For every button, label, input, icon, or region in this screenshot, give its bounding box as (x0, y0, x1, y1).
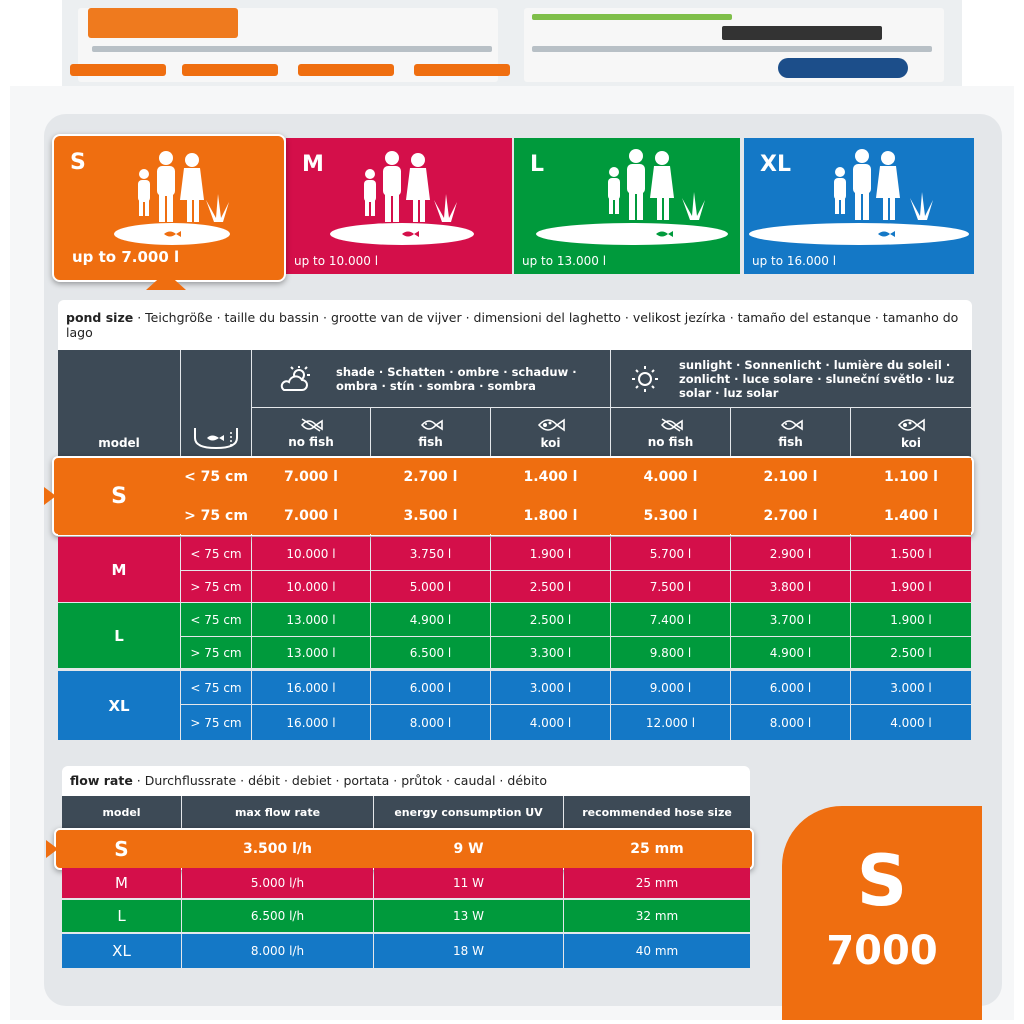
subheader-label: koi (540, 436, 561, 450)
flow-header-cell: model (62, 796, 181, 828)
depth-cell: > 75 cm (181, 497, 251, 535)
volume-cell: 5.300 l (611, 497, 730, 535)
volume-cell: 1.900 l (851, 571, 971, 602)
shade-header (252, 350, 610, 407)
volume-cell: 1.100 l (851, 458, 971, 496)
volume-cell: 6.000 l (731, 671, 850, 704)
volume-cell: 5.000 l (371, 571, 490, 602)
volume-cell: 2.700 l (731, 497, 850, 535)
flow-energy-cell: 13 W (374, 900, 563, 932)
koi-icon (536, 416, 566, 434)
family-pond-icon (534, 148, 730, 248)
volume-cell: 4.000 l (611, 458, 730, 496)
subheader-label: fish (418, 435, 443, 449)
volume-cell: 7.400 l (611, 603, 730, 636)
lid-strip (92, 46, 492, 52)
volume-cell: 7.500 l (611, 571, 730, 602)
selected-row-arrow (44, 487, 56, 505)
flow-energy-cell: 11 W (374, 868, 563, 898)
size-tile-xl (744, 138, 974, 274)
volume-cell: 3.500 l (371, 497, 490, 535)
tile-capacity: up to 13.000 l (522, 254, 607, 268)
family-pond-icon (748, 148, 970, 248)
selected-flow-row-arrow (46, 840, 58, 858)
subheader-label: fish (778, 435, 803, 449)
volume-cell: 16.000 l (252, 671, 370, 704)
flow-model-cell: S (62, 830, 181, 868)
flow-flow-cell: 8.000 l/h (182, 934, 373, 968)
flow-hose-cell: 25 mm (564, 830, 750, 868)
koi-icon (896, 416, 926, 434)
volume-cell: 3.300 l (491, 637, 610, 668)
volume-cell: 4.900 l (371, 603, 490, 636)
pond-size-translations: · Teichgröße · taille du bassin · grootte van de vijver · dimensioni del laghetto · velikost jezírka · tamaño del estanque · tamanho do lago (66, 310, 959, 340)
volume-cell: 2.500 l (491, 603, 610, 636)
flow-hose-cell: 40 mm (564, 934, 750, 968)
flow-energy-cell: 18 W (374, 934, 563, 968)
volume-cell: 6.000 l (371, 671, 490, 704)
flow-model-cell: M (62, 868, 181, 898)
badge-size: S (856, 840, 908, 922)
flow-hose-cell: 25 mm (564, 868, 750, 898)
volume-cell: 10.000 l (252, 571, 370, 602)
volume-cell: 6.500 l (371, 637, 490, 668)
depth-header-cell (181, 350, 251, 458)
model-header: model (98, 436, 140, 450)
depth-cell: < 75 cm (181, 671, 251, 704)
tile-capacity: up to 7.000 l (72, 248, 180, 266)
fish-icon (418, 417, 444, 433)
tile-size-label: L (530, 152, 545, 177)
subheader-label: no fish (647, 435, 694, 449)
cloud-sun-icon (278, 366, 312, 392)
subheader-label: no fish (288, 435, 334, 449)
volume-cell: 4.900 l (731, 637, 850, 668)
flow-model-cell: L (62, 900, 181, 932)
size-tile-m (286, 138, 512, 274)
selected-pointer (146, 272, 186, 290)
subheader-koi-shade (491, 408, 610, 458)
volume-cell: 9.000 l (611, 671, 730, 704)
volume-cell: 1.900 l (851, 603, 971, 636)
volume-cell: 2.500 l (491, 571, 610, 602)
volume-cell: 3.700 l (731, 603, 850, 636)
depth-cell: < 75 cm (181, 537, 251, 570)
volume-cell: 1.900 l (491, 537, 610, 570)
volume-cell: 4.000 l (851, 705, 971, 740)
family-pond-icon (114, 150, 238, 246)
lid-tab (70, 64, 166, 76)
lid-tab (298, 64, 394, 76)
model-cell: S (58, 458, 180, 535)
volume-cell: 2.100 l (731, 458, 850, 496)
depth-cell: > 75 cm (181, 571, 251, 602)
shade-label: shade · Schatten · ombre · schaduw · ombra · stín · sombra · sombra (336, 364, 577, 393)
lid-strip (778, 58, 908, 78)
volume-cell: 3.000 l (491, 671, 610, 704)
subheader-fish-shade (371, 408, 490, 458)
no-fish-icon (658, 417, 684, 433)
depth-cell: < 75 cm (181, 458, 251, 496)
sun-icon (631, 365, 659, 393)
volume-cell: 2.900 l (731, 537, 850, 570)
volume-cell: 3.800 l (731, 571, 850, 602)
lid-tab (182, 64, 278, 76)
model-cell: L (58, 603, 180, 668)
volume-cell: 1.400 l (851, 497, 971, 535)
volume-cell: 1.800 l (491, 497, 610, 535)
lid-strip (722, 26, 882, 40)
pond-size-heading (58, 300, 972, 350)
badge-number: 7000 (826, 928, 938, 974)
volume-cell: 9.800 l (611, 637, 730, 668)
volume-cell: 13.000 l (252, 603, 370, 636)
model-header-cell (58, 350, 180, 458)
sunlight-label: sunlight · Sonnenlicht · lumière du soleil · zonlicht · luce solare · sluneční světlo · luz solar · luz solar (679, 357, 955, 400)
flow-rate-translations: · Durchflussrate · débit · debiet · portata · průtok · caudal · débito (132, 773, 547, 788)
subheader-no-fish-shade (252, 408, 370, 458)
lid-strip (532, 14, 732, 20)
volume-cell: 2.700 l (371, 458, 490, 496)
subheader-koi-sun (851, 408, 971, 458)
flow-energy-cell: 9 W (374, 830, 563, 868)
subheader-no-fish-sun (611, 408, 730, 458)
sunlight-header (611, 350, 971, 407)
volume-cell: 7.000 l (252, 458, 370, 496)
subheader-fish-sun (731, 408, 850, 458)
volume-cell: 8.000 l (371, 705, 490, 740)
flow-hose-cell: 32 mm (564, 900, 750, 932)
model-badge (782, 806, 982, 1020)
volume-cell: 4.000 l (491, 705, 610, 740)
box-lid (62, 0, 962, 86)
depth-cell: > 75 cm (181, 637, 251, 668)
lid-tab (414, 64, 510, 76)
tile-capacity: up to 16.000 l (752, 254, 837, 268)
flow-flow-cell: 6.500 l/h (182, 900, 373, 932)
flow-header-cell: max flow rate (182, 796, 373, 828)
volume-cell: 12.000 l (611, 705, 730, 740)
flow-header-cell: recommended hose size (564, 796, 750, 828)
volume-cell: 16.000 l (252, 705, 370, 740)
volume-cell: 10.000 l (252, 537, 370, 570)
tile-size-label: M (302, 152, 324, 177)
volume-cell: 13.000 l (252, 637, 370, 668)
volume-cell: 3.000 l (851, 671, 971, 704)
subheader-label: koi (900, 436, 921, 450)
lid-banner (88, 8, 238, 38)
tile-capacity: up to 10.000 l (294, 254, 379, 268)
size-tile-s (52, 134, 286, 282)
family-pond-icon (330, 150, 480, 246)
volume-cell: 3.750 l (371, 537, 490, 570)
depth-cell: < 75 cm (181, 603, 251, 636)
model-cell: M (58, 537, 180, 602)
tile-size-label: XL (760, 152, 791, 177)
no-fish-icon (298, 417, 324, 433)
volume-cell: 5.700 l (611, 537, 730, 570)
volume-cell: 7.000 l (252, 497, 370, 535)
flow-model-cell: XL (62, 934, 181, 968)
size-tile-l (514, 138, 740, 274)
volume-cell: 1.500 l (851, 537, 971, 570)
lid-strip (532, 46, 932, 52)
fish-icon (778, 417, 804, 433)
pond-depth-icon (193, 426, 239, 450)
tile-size-label: S (70, 150, 86, 175)
flow-flow-cell: 5.000 l/h (182, 868, 373, 898)
volume-cell: 8.000 l (731, 705, 850, 740)
flow-flow-cell: 3.500 l/h (182, 830, 373, 868)
flow-rate-heading (62, 766, 750, 796)
flow-rate-title: flow rate (70, 773, 133, 788)
volume-cell: 1.400 l (491, 458, 610, 496)
volume-cell: 2.500 l (851, 637, 971, 668)
flow-header-cell: energy consumption UV (374, 796, 563, 828)
model-cell: XL (58, 671, 180, 740)
depth-cell: > 75 cm (181, 705, 251, 740)
pond-size-title: pond size (66, 310, 134, 325)
